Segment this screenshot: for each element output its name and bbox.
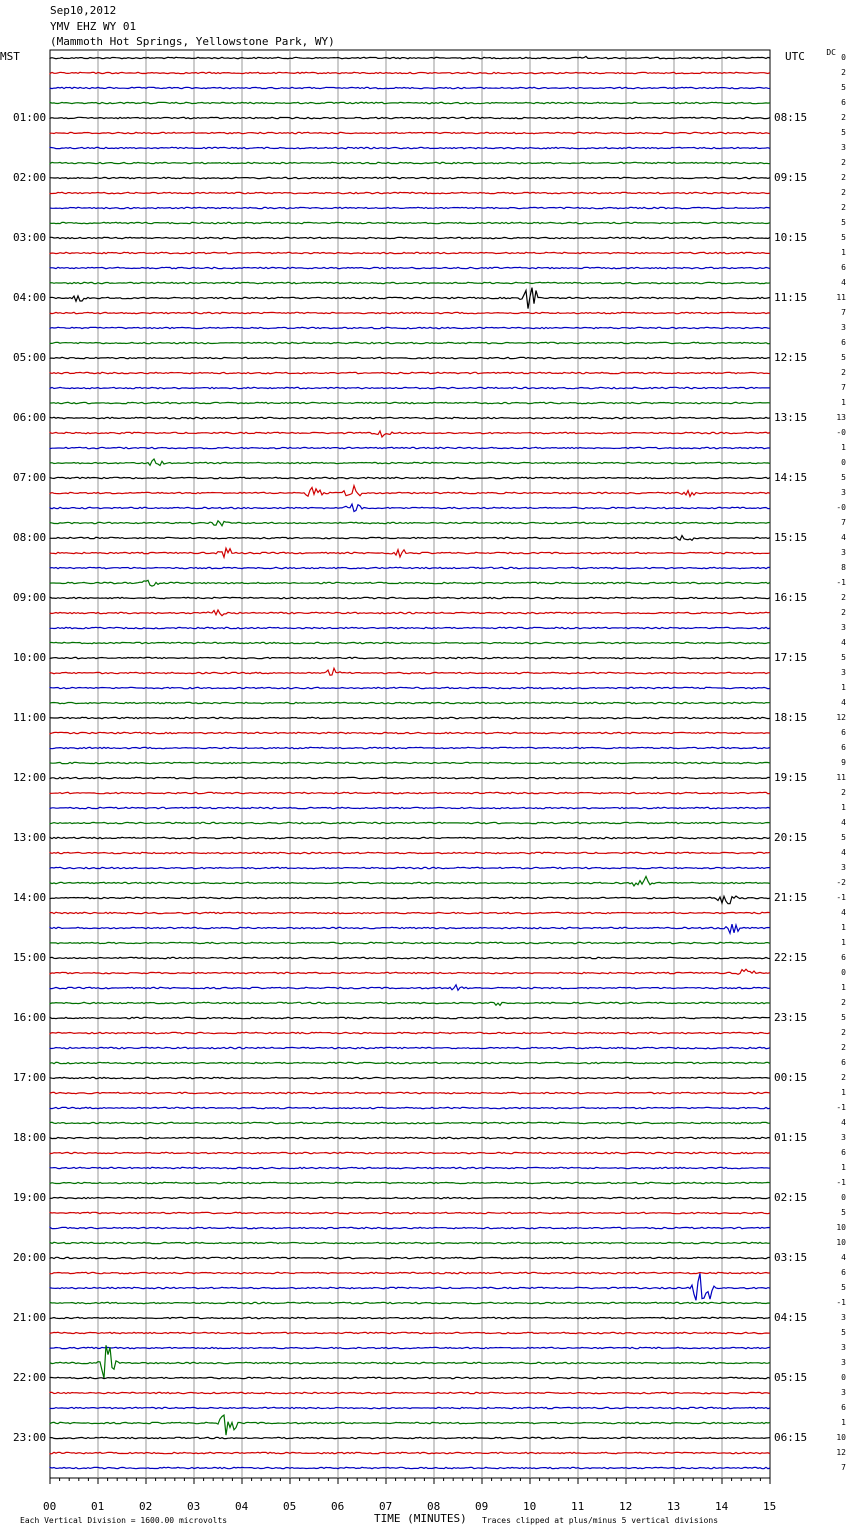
- dc-offset-value: 2: [841, 158, 846, 167]
- dc-offset-value: 5: [841, 353, 846, 362]
- trace-line: [50, 312, 770, 313]
- dc-offset-value: 4: [841, 698, 846, 707]
- dc-offset-value: 0: [841, 53, 846, 62]
- utc-label: UTC: [785, 50, 805, 63]
- trace-line: [50, 477, 770, 478]
- x-tick-label: 04: [235, 1500, 249, 1513]
- trace-line: [50, 942, 770, 943]
- dc-offset-value: 3: [841, 323, 846, 332]
- dc-offset-value: 2: [841, 593, 846, 602]
- dc-offset-value: 3: [841, 668, 846, 677]
- footer-clip-note: Traces clipped at plus/minus 5 vertical divisions: [482, 1516, 719, 1525]
- dc-offset-value: 6: [841, 1148, 846, 1157]
- dc-offset-value: 3: [841, 863, 846, 872]
- trace-line: [50, 521, 770, 526]
- mst-hour-label: 01:00: [13, 111, 47, 124]
- trace-line: [50, 504, 770, 511]
- dc-offset-value: 5: [841, 653, 846, 662]
- trace-line: [50, 1122, 770, 1123]
- mst-hour-label: 13:00: [13, 831, 47, 844]
- x-axis-title: TIME (MINUTES): [374, 1512, 467, 1525]
- trace-line: [50, 876, 770, 886]
- trace-line: [50, 792, 770, 793]
- trace-line: [50, 222, 770, 223]
- dc-offset-value: 5: [841, 833, 846, 842]
- mst-hour-label: 05:00: [13, 351, 47, 364]
- dc-offset-value: 0: [841, 1373, 846, 1382]
- trace-line: [50, 387, 770, 388]
- trace-line: [50, 372, 770, 373]
- dc-offset-value: 5: [841, 233, 846, 242]
- trace-line: [50, 1467, 770, 1468]
- dc-offset-value: 6: [841, 953, 846, 962]
- dc-offset-value: 1: [841, 443, 846, 452]
- dc-offset-value: 2: [841, 368, 846, 377]
- trace-line: [50, 87, 770, 88]
- dc-offset-value: 1: [841, 803, 846, 812]
- trace-line: [50, 747, 770, 748]
- dc-offset-value: -2: [836, 878, 846, 887]
- trace-line: [50, 807, 770, 808]
- x-tick-label: 06: [331, 1500, 345, 1513]
- x-tick-label: 10: [523, 1500, 537, 1513]
- dc-offset-value: 6: [841, 728, 846, 737]
- utc-hour-label: 19:15: [774, 771, 808, 784]
- dc-offset-value: 4: [841, 278, 846, 287]
- dc-offset-value: 4: [841, 1118, 846, 1127]
- dc-offset-value: 1: [841, 923, 846, 932]
- trace-line: [50, 867, 770, 868]
- utc-hour-label: 14:15: [774, 471, 808, 484]
- dc-offset-value: 7: [841, 308, 846, 317]
- trace-line: [50, 777, 770, 778]
- trace-line: [50, 567, 770, 568]
- trace-line: [50, 447, 770, 448]
- trace-line: [50, 969, 770, 974]
- trace-line: [50, 1002, 770, 1005]
- dc-offset-value: 0: [841, 458, 846, 467]
- dc-offset-value: 3: [841, 1343, 846, 1352]
- mst-hour-label: 16:00: [13, 1011, 47, 1024]
- dc-offset-value: 2: [841, 68, 846, 77]
- trace-line: [50, 1137, 770, 1138]
- trace-line: [50, 1345, 770, 1378]
- mst-hour-label: 21:00: [13, 1311, 47, 1324]
- mst-hour-label: 23:00: [13, 1431, 47, 1444]
- dc-offset-value: 1: [841, 983, 846, 992]
- dc-offset-value: 12: [836, 713, 846, 722]
- dc-offset-value: -1: [836, 1298, 846, 1307]
- trace-line: [50, 1332, 770, 1333]
- dc-offset-value: 8: [841, 563, 846, 572]
- dc-offset-value: 5: [841, 473, 846, 482]
- mst-hour-label: 04:00: [13, 291, 47, 304]
- trace-line: [50, 1302, 770, 1303]
- dc-offset-value: 3: [841, 1313, 846, 1322]
- utc-hour-label: 17:15: [774, 651, 808, 664]
- x-tick-label: 12: [619, 1500, 633, 1513]
- dc-offset-value: 2: [841, 173, 846, 182]
- trace-line: [50, 985, 770, 991]
- trace-line: [50, 1377, 770, 1378]
- dc-offset-value: -1: [836, 578, 846, 587]
- trace-line: [50, 288, 770, 309]
- x-tick-label: 05: [283, 1500, 297, 1513]
- dc-offset-value: 13: [836, 413, 846, 422]
- trace-line: [50, 342, 770, 343]
- dc-offset-value: 1: [841, 1163, 846, 1172]
- dc-offset-value: 5: [841, 1208, 846, 1217]
- mst-hour-label: 18:00: [13, 1131, 47, 1144]
- dc-offset-value: 2: [841, 188, 846, 197]
- trace-line: [50, 132, 770, 133]
- trace-line: [50, 1047, 770, 1048]
- dc-offset-value: 6: [841, 1268, 846, 1277]
- trace-line: [50, 1407, 770, 1408]
- dc-offset-value: 1: [841, 1088, 846, 1097]
- trace-line: [50, 147, 770, 148]
- trace-line: [50, 402, 770, 403]
- dc-offset-value: 3: [841, 143, 846, 152]
- mst-hour-label: 11:00: [13, 711, 47, 724]
- mst-hour-label: 17:00: [13, 1071, 47, 1084]
- mst-hour-label: 20:00: [13, 1251, 47, 1264]
- utc-hour-label: 23:15: [774, 1011, 808, 1024]
- trace-line: [50, 1212, 770, 1213]
- trace-line: [50, 1227, 770, 1228]
- utc-hour-label: 08:15: [774, 111, 808, 124]
- trace-line: [50, 924, 770, 933]
- trace-line: [50, 1017, 770, 1018]
- trace-line: [50, 702, 770, 703]
- x-tick-label: 09: [475, 1500, 489, 1513]
- dc-offset-value: 10: [836, 1238, 846, 1247]
- dc-offset-value: 3: [841, 488, 846, 497]
- dc-offset-value: 2: [841, 1043, 846, 1052]
- utc-hour-label: 16:15: [774, 591, 808, 604]
- utc-hour-label: 18:15: [774, 711, 808, 724]
- utc-hour-label: 15:15: [774, 531, 808, 544]
- dc-offset-value: 4: [841, 638, 846, 647]
- mst-hour-label: 15:00: [13, 951, 47, 964]
- dc-offset-value: 4: [841, 818, 846, 827]
- trace-line: [50, 1273, 770, 1300]
- trace-line: [50, 1107, 770, 1108]
- dc-offset-value: 3: [841, 1133, 846, 1142]
- dc-offset-value: 0: [841, 1193, 846, 1202]
- dc-offset-value: -1: [836, 893, 846, 902]
- trace-line: [50, 102, 770, 103]
- mst-hour-label: 19:00: [13, 1191, 47, 1204]
- mst-hour-label: 12:00: [13, 771, 47, 784]
- dc-offset-value: -1: [836, 1103, 846, 1112]
- trace-line: [50, 1077, 770, 1078]
- dc-offset-value: 7: [841, 1463, 846, 1472]
- x-tick-label: 15: [763, 1500, 777, 1513]
- trace-line: [50, 1152, 770, 1153]
- trace-line: [50, 117, 770, 118]
- trace-line: [50, 837, 770, 838]
- dc-offset-value: 1: [841, 683, 846, 692]
- dc-offset-value: -0: [836, 503, 846, 512]
- dc-offset-value: 5: [841, 128, 846, 137]
- dc-offset-value: 6: [841, 338, 846, 347]
- trace-line: [50, 56, 770, 58]
- dc-offset-value: 5: [841, 218, 846, 227]
- utc-hour-label: 06:15: [774, 1431, 808, 1444]
- trace-line: [50, 822, 770, 823]
- dc-offset-value: 5: [841, 1283, 846, 1292]
- dc-offset-value: 9: [841, 758, 846, 767]
- mst-hour-label: 22:00: [13, 1371, 47, 1384]
- trace-line: [50, 580, 770, 586]
- utc-hour-label: 01:15: [774, 1131, 808, 1144]
- station-name: YMV EHZ WY 01: [50, 20, 137, 33]
- trace-line: [50, 1242, 770, 1243]
- trace-line: [50, 252, 770, 253]
- dc-offset-value: 11: [836, 773, 846, 782]
- trace-line: [50, 597, 770, 598]
- dc-header: DC: [826, 48, 836, 57]
- dc-offset-value: 6: [841, 743, 846, 752]
- station-location: (Mammoth Hot Springs, Yellowstone Park, WY): [50, 35, 335, 48]
- utc-hour-label: 00:15: [774, 1071, 808, 1084]
- dc-offset-value: 4: [841, 848, 846, 857]
- utc-hour-label: 09:15: [774, 171, 808, 184]
- trace-line: [50, 717, 770, 718]
- trace-line: [50, 1272, 770, 1273]
- trace-line: [50, 1062, 770, 1063]
- trace-line: [50, 957, 770, 958]
- trace-line: [50, 657, 770, 658]
- dc-offset-value: 12: [836, 1448, 846, 1457]
- dc-offset-value: 11: [836, 293, 846, 302]
- trace-line: [50, 852, 770, 853]
- dc-offset-value: 1: [841, 398, 846, 407]
- dc-offset-value: 5: [841, 83, 846, 92]
- utc-hour-label: 12:15: [774, 351, 808, 364]
- trace-line: [50, 1437, 770, 1438]
- trace-line: [50, 1092, 770, 1093]
- x-tick-label: 00: [43, 1500, 57, 1513]
- dc-offset-value: 3: [841, 623, 846, 632]
- dc-offset-value: 6: [841, 263, 846, 272]
- utc-hour-label: 21:15: [774, 891, 808, 904]
- trace-line: [50, 459, 770, 466]
- mst-hour-label: 02:00: [13, 171, 47, 184]
- trace-line: [50, 687, 770, 688]
- trace-line: [50, 627, 770, 628]
- dc-offset-value: 4: [841, 908, 846, 917]
- mst-hour-label: 07:00: [13, 471, 47, 484]
- dc-offset-value: 3: [841, 1388, 846, 1397]
- dc-offset-value: 4: [841, 533, 846, 542]
- dc-offset-value: 2: [841, 608, 846, 617]
- trace-line: [50, 282, 770, 283]
- trace-line: [50, 72, 770, 73]
- dc-offset-value: 5: [841, 1013, 846, 1022]
- chart-date: Sep10,2012: [50, 4, 117, 17]
- trace-line: [50, 896, 770, 904]
- mst-hour-label: 06:00: [13, 411, 47, 424]
- dc-offset-value: 2: [841, 998, 846, 1007]
- utc-hour-label: 02:15: [774, 1191, 808, 1204]
- trace-line: [50, 912, 770, 913]
- x-tick-label: 14: [715, 1500, 729, 1513]
- trace-line: [50, 327, 770, 328]
- dc-offset-value: 6: [841, 98, 846, 107]
- trace-line: [50, 162, 770, 163]
- trace-line: [50, 536, 770, 541]
- x-tick-label: 01: [91, 1500, 105, 1513]
- utc-hour-label: 13:15: [774, 411, 808, 424]
- x-tick-label: 11: [571, 1500, 585, 1513]
- mst-label: MST: [0, 50, 20, 63]
- trace-line: [50, 486, 770, 497]
- trace-line: [50, 732, 770, 733]
- dc-offset-value: 10: [836, 1223, 846, 1232]
- x-tick-label: 08: [427, 1500, 441, 1513]
- dc-offset-value: 2: [841, 113, 846, 122]
- trace-line: [50, 237, 770, 238]
- dc-offset-value: -0: [836, 428, 846, 437]
- trace-line: [50, 1167, 770, 1168]
- dc-offset-value: 2: [841, 1028, 846, 1037]
- dc-offset-value: 2: [841, 1073, 846, 1082]
- utc-hour-label: 11:15: [774, 291, 808, 304]
- footer-scale-note: Each Vertical Division = 1600.00 microvolts: [20, 1516, 228, 1525]
- utc-hour-label: 22:15: [774, 951, 808, 964]
- dc-offset-value: 1: [841, 1418, 846, 1427]
- trace-line: [50, 642, 770, 643]
- utc-hour-label: 03:15: [774, 1251, 808, 1264]
- dc-offset-value: 7: [841, 383, 846, 392]
- dc-offset-value: 6: [841, 1058, 846, 1067]
- dc-offset-value: 2: [841, 203, 846, 212]
- trace-line: [50, 1257, 770, 1258]
- dc-offset-value: 6: [841, 1403, 846, 1412]
- mst-hour-label: 14:00: [13, 891, 47, 904]
- trace-line: [50, 207, 770, 208]
- mst-hour-label: 10:00: [13, 651, 47, 664]
- x-tick-label: 13: [667, 1500, 681, 1513]
- x-tick-label: 02: [139, 1500, 153, 1513]
- trace-line: [50, 1182, 770, 1183]
- utc-hour-label: 04:15: [774, 1311, 808, 1324]
- trace-line: [50, 431, 770, 437]
- dc-offset-value: 4: [841, 1253, 846, 1262]
- trace-line: [50, 1197, 770, 1198]
- dc-offset-value: 7: [841, 518, 846, 527]
- dc-offset-value: 0: [841, 968, 846, 977]
- trace-line: [50, 762, 770, 763]
- trace-line: [50, 1032, 770, 1033]
- trace-line: [50, 610, 770, 616]
- dc-offset-value: -1: [836, 1178, 846, 1187]
- utc-hour-label: 20:15: [774, 831, 808, 844]
- mst-hour-label: 09:00: [13, 591, 47, 604]
- x-tick-label: 07: [379, 1500, 393, 1513]
- dc-offset-value: 5: [841, 1328, 846, 1337]
- utc-hour-label: 10:15: [774, 231, 808, 244]
- trace-line: [50, 548, 770, 557]
- trace-line: [50, 1317, 770, 1318]
- dc-offset-value: 2: [841, 788, 846, 797]
- trace-line: [50, 1415, 770, 1435]
- trace-line: [50, 417, 770, 418]
- trace-line: [50, 1392, 770, 1393]
- dc-offset-value: 10: [836, 1433, 846, 1442]
- mst-hour-label: 08:00: [13, 531, 47, 544]
- dc-offset-value: 1: [841, 938, 846, 947]
- utc-hour-label: 05:15: [774, 1371, 808, 1384]
- mst-hour-label: 03:00: [13, 231, 47, 244]
- dc-offset-value: 1: [841, 248, 846, 257]
- trace-line: [50, 267, 770, 268]
- dc-offset-value: 3: [841, 1358, 846, 1367]
- trace-line: [50, 1452, 770, 1453]
- trace-line: [50, 1347, 770, 1348]
- trace-line: [50, 177, 770, 178]
- trace-line: [50, 192, 770, 193]
- dc-offset-value: 3: [841, 548, 846, 557]
- trace-line: [50, 357, 770, 358]
- x-tick-label: 03: [187, 1500, 201, 1513]
- trace-line: [50, 668, 770, 675]
